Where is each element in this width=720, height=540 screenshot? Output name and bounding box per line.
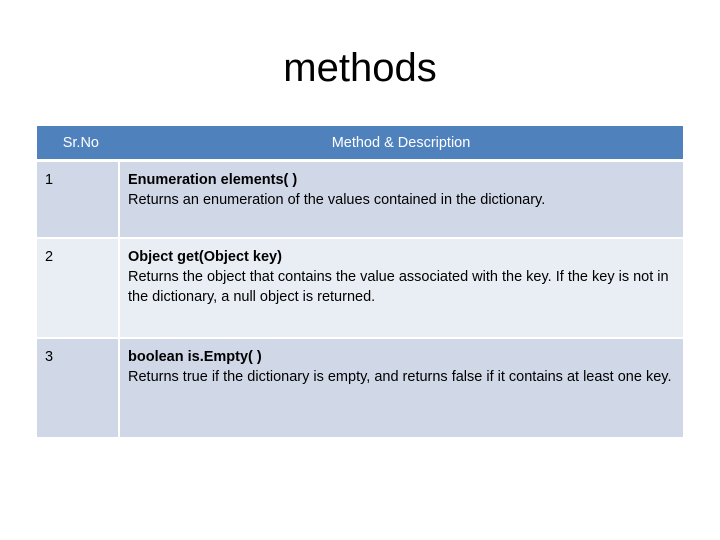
method-cell (119, 161, 683, 239)
method-description: Returns true if the dictionary is empty, and returns false if it contains at least one key. (128, 369, 672, 385)
method-description: Returns an enumeration of the values contained in the dictionary. (128, 192, 546, 208)
table-row (37, 238, 683, 338)
row-number: 3 (37, 338, 119, 437)
method-signature: Enumeration elements( ) (128, 172, 298, 188)
table-header-row (37, 126, 683, 161)
method-signature: Object get(Object key) (128, 249, 282, 265)
method-description: Returns the object that contains the value associated with the key. If the key is not in the dictionary, a null object is returned. (128, 269, 669, 305)
table-row (37, 161, 683, 239)
row-number: 2 (37, 238, 119, 338)
header-method-description: Method & Description (119, 126, 683, 161)
header-sr-no: Sr.No (37, 126, 119, 161)
methods-table (37, 126, 683, 437)
method-cell (119, 238, 683, 338)
method-signature: boolean is.Empty( ) (128, 349, 262, 365)
slide-title: methods (283, 46, 437, 90)
table-row (37, 338, 683, 437)
row-number: 1 (37, 161, 119, 239)
method-cell (119, 338, 683, 437)
